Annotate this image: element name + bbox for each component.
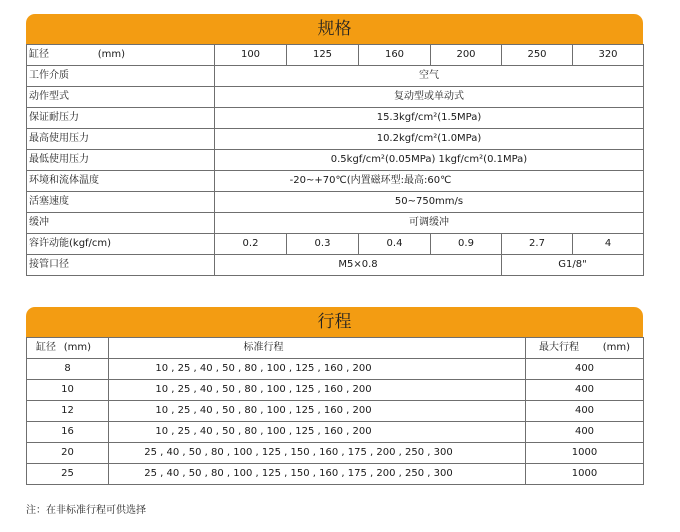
- bore-value: 200: [431, 45, 502, 66]
- cushion-row: [27, 213, 644, 234]
- row-label: 最高使用压力: [27, 129, 215, 150]
- min-pressure-row: [27, 150, 644, 171]
- table-row: [27, 443, 644, 464]
- stroke-max: 400: [526, 359, 644, 380]
- speed-row: [27, 192, 644, 213]
- bore-value: 250: [502, 45, 573, 66]
- bore-row: [27, 45, 644, 66]
- stroke-max: 400: [526, 422, 644, 443]
- table-row: [27, 359, 644, 380]
- stroke-col-max-label: 最大行程: [539, 342, 579, 353]
- stroke-bore: 16: [27, 422, 109, 443]
- bore-value: 160: [359, 45, 431, 66]
- row-label: 环境和流体温度: [27, 171, 215, 192]
- row-label: 活塞速度: [27, 192, 215, 213]
- stroke-col-standard: 标准行程: [109, 338, 526, 359]
- row-value: 10.2kgf/cm²(1.0MPa): [215, 129, 644, 150]
- bore-label-cell: [27, 45, 215, 66]
- kinetic-row: [27, 234, 644, 255]
- spec-title: 规格: [26, 14, 643, 44]
- port-value-small: M5×0.8: [215, 255, 502, 276]
- footnote: 注：在非标准行程可供选择: [26, 505, 146, 516]
- row-value: -20~+70℃(内置磁环型:最高:60℃: [215, 171, 644, 192]
- proof-pressure-row: [27, 108, 644, 129]
- stroke-col-max: [526, 338, 644, 359]
- row-label: 接管口径: [27, 255, 215, 276]
- port-row: [27, 255, 644, 276]
- bore-label: 缸径: [29, 49, 49, 60]
- stroke-title: 行程: [26, 307, 643, 337]
- kinetic-value: 0.9: [431, 234, 502, 255]
- stroke-standard: 25 , 40 , 50 , 80 , 100 , 125 , 150 , 160 , 175 , 200 , 250 , 300: [109, 464, 526, 485]
- stroke-bore: 10: [27, 380, 109, 401]
- stroke-header-row: [27, 338, 644, 359]
- row-label: 工作介质: [27, 66, 215, 87]
- table-row: [27, 380, 644, 401]
- stroke-bore: 25: [27, 464, 109, 485]
- max-pressure-row: [27, 129, 644, 150]
- stroke-standard: 10 , 25 , 40 , 50 , 80 , 100 , 125 , 160 , 200: [109, 359, 526, 380]
- row-value: 可调缓冲: [215, 213, 644, 234]
- stroke-standard: 25 , 40 , 50 , 80 , 100 , 125 , 150 , 160 , 175 , 200 , 250 , 300: [109, 443, 526, 464]
- row-value: 0.5kgf/cm²(0.05MPa) 1kgf/cm²(0.1MPa): [215, 150, 644, 171]
- row-label: 容许动能(kgf/cm): [27, 234, 215, 255]
- row-label: 保证耐压力: [27, 108, 215, 129]
- stroke-col-bore-unit: (mm): [63, 342, 91, 353]
- medium-row: [27, 66, 644, 87]
- stroke-col-max-unit: (mm): [602, 342, 630, 353]
- table-row: [27, 401, 644, 422]
- kinetic-value: 2.7: [502, 234, 573, 255]
- kinetic-value: 4: [573, 234, 644, 255]
- row-label: 动作型式: [27, 87, 215, 108]
- spec-table: [26, 44, 644, 276]
- stroke-bore: 12: [27, 401, 109, 422]
- stroke-max: 1000: [526, 443, 644, 464]
- port-value-large: G1/8": [502, 255, 644, 276]
- table-row: [27, 464, 644, 485]
- stroke-col-bore: [27, 338, 109, 359]
- bore-value: 100: [215, 45, 287, 66]
- row-label: 缓冲: [27, 213, 215, 234]
- row-value: 空气: [215, 66, 644, 87]
- kinetic-value: 0.4: [359, 234, 431, 255]
- stroke-bore: 8: [27, 359, 109, 380]
- row-value: 15.3kgf/cm²(1.5MPa): [215, 108, 644, 129]
- row-value: 复动型或单动式: [215, 87, 644, 108]
- stroke-max: 400: [526, 401, 644, 422]
- stroke-col-bore-label: 缸径: [36, 342, 56, 353]
- stroke-bore: 20: [27, 443, 109, 464]
- stroke-max: 400: [526, 380, 644, 401]
- stroke-standard: 10 , 25 , 40 , 50 , 80 , 100 , 125 , 160 , 200: [109, 422, 526, 443]
- action-row: [27, 87, 644, 108]
- row-value: 50~750mm/s: [215, 192, 644, 213]
- stroke-table: [26, 337, 644, 485]
- kinetic-value: 0.3: [287, 234, 359, 255]
- stroke-standard: 10 , 25 , 40 , 50 , 80 , 100 , 125 , 160 , 200: [109, 380, 526, 401]
- spec-panel: [26, 14, 643, 276]
- stroke-panel: [26, 307, 643, 485]
- bore-value: 125: [287, 45, 359, 66]
- bore-unit: (mm): [97, 49, 125, 60]
- bore-value: 320: [573, 45, 644, 66]
- temperature-row: [27, 171, 644, 192]
- kinetic-value: 0.2: [215, 234, 287, 255]
- row-label: 最低使用压力: [27, 150, 215, 171]
- stroke-max: 1000: [526, 464, 644, 485]
- table-row: [27, 422, 644, 443]
- stroke-standard: 10 , 25 , 40 , 50 , 80 , 100 , 125 , 160 , 200: [109, 401, 526, 422]
